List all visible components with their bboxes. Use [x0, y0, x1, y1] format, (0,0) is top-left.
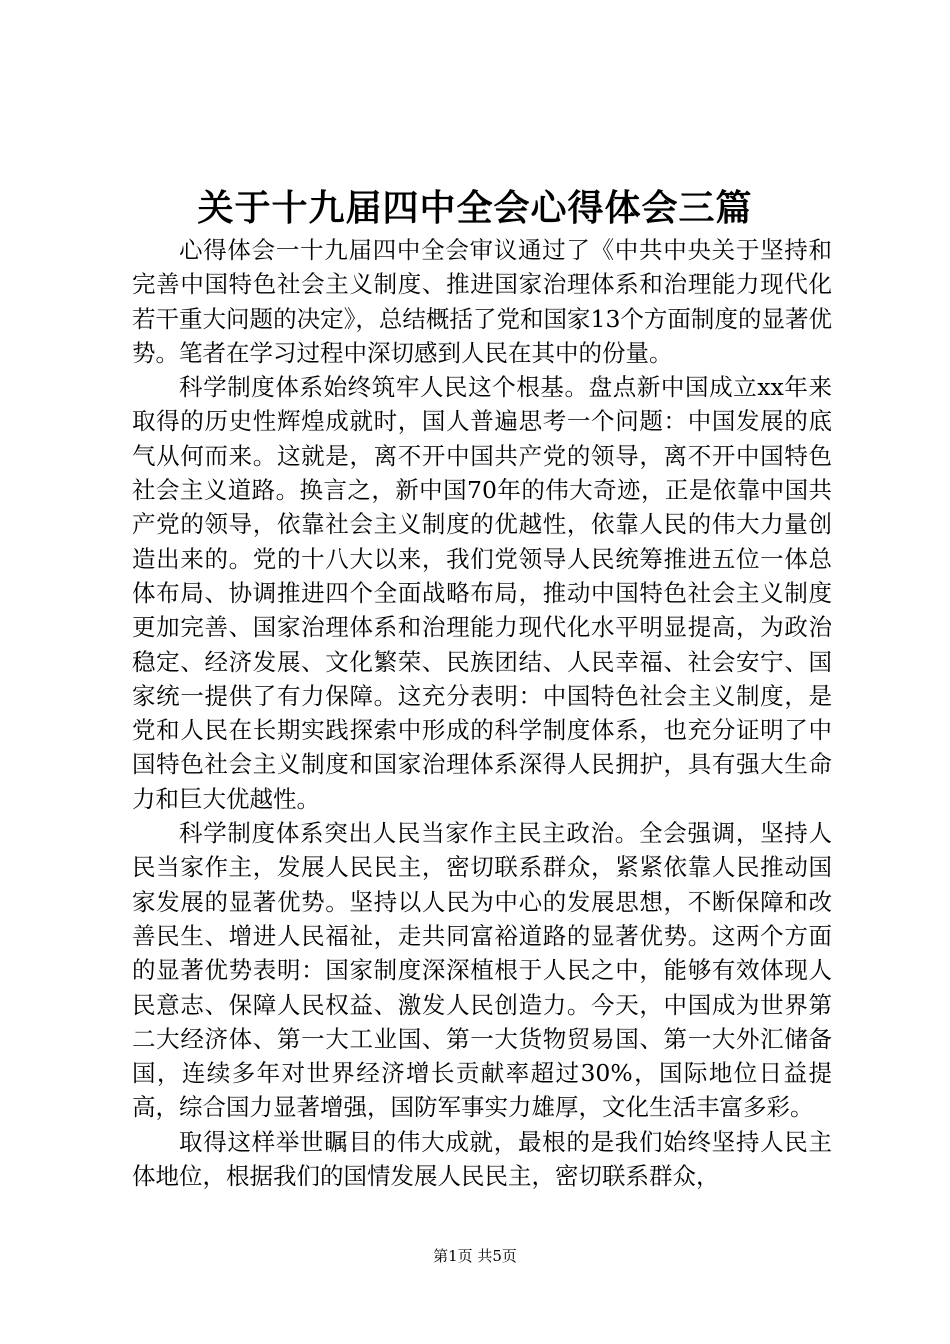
page-footer: 第1页 共5页 — [433, 1247, 517, 1265]
paragraph-4: 取得这样举世瞩目的伟大成就，最根的是我们始终坚持人民主体地位，根据我们的国情发展人民民主，密切联系群众， — [132, 1127, 832, 1191]
paragraph-2: 科学制度体系始终筑牢人民这个根基。盘点新中国成立xx年来取得的历史性辉煌成就时，国人普遍思考一个问题：中国发展的底气从何而来。这就是，离不开中国共产党的领导，离不开中国特色社会主义道路。换言之，新中国70年的伟大奇迹，正是依靠中国共产党的领导，依靠社会主义制度的优越性，依靠人民的伟大力量创造出来的。党的十八大以来，我们党领导人民统筹推进五位一体总体布局、协调推进四个全面战略布局，推动中国特色社会主义制度更加完善、国家治理体系和治理能力现代化水平明显提高，为政治稳定、经济发展、文化繁荣、民族团结、人民幸福、社会安宁、国家统一提供了有力保障。这充分表明：中国特色社会主义制度，是党和人民在长期实践探索中形成的科学制度体系，也充分证明了中国特色社会主义制度和国家治理体系深得人民拥护，具有强大生命力和巨大优越性。 — [132, 373, 832, 813]
document-body — [132, 233, 832, 1193]
document-title: 关于十九届四中全会心得体会三篇 — [197, 187, 753, 229]
paragraph-1: 心得体会一十九届四中全会审议通过了《中共中央关于坚持和完善中国特色社会主义制度、推进国家治理体系和治理能力现代化若干重大问题的决定》，总结概括了党和国家13个方面制度的显著优势。笔者在学习过程中深切感到人民在其中的份量。 — [132, 236, 832, 367]
paragraph-3: 科学制度体系突出人民当家作主民主政治。全会强调，坚持人民当家作主，发展人民民主，密切联系群众，紧紧依靠人民推动国家发展的显著优势。坚持以人民为中心的发展思想，不断保障和改善民生、增进人民福祉，走共同富裕道路的显著优势。这两个方面的显著优势表明：国家制度深深植根于人民之中，能够有效体现人民意志、保障人民权益、激发人民创造力。今天，中国成为世界第二大经济体、第一大工业国、第一大货物贸易国、第一大外汇储备国，连续多年对世界经济增长贡献率超过30%，国际地位日益提高，综合国力显著增强，国防军事实力雄厚，文化生活丰富多彩。 — [132, 819, 832, 1122]
